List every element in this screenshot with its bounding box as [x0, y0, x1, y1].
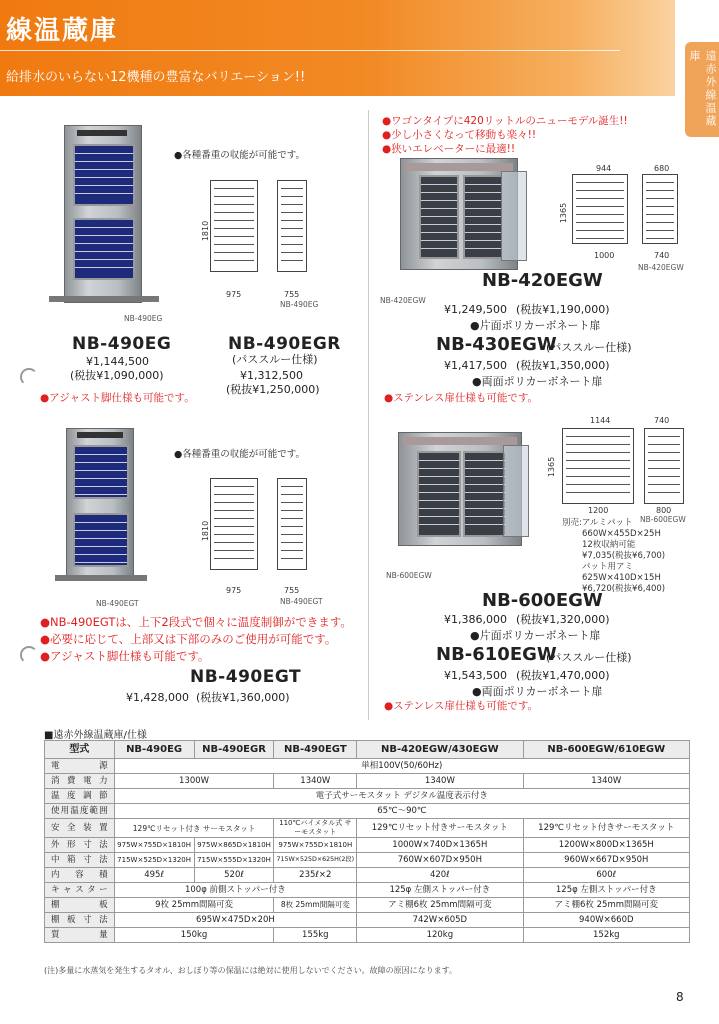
- table-cell: 1340W: [523, 774, 689, 789]
- row-label: 安全装置: [45, 819, 115, 838]
- table-cell: 150kg: [114, 928, 274, 943]
- table-cell: 715W×525D×1320H: [114, 853, 194, 868]
- nb490eg-drawing-caption: NB-490EG: [280, 300, 319, 309]
- table-cell: 975W×865D×1810H: [194, 838, 274, 853]
- nb490egt-note: ●各種番重の収能が可能です。: [174, 449, 306, 460]
- table-cell: 1340W: [357, 774, 523, 789]
- nb420-dim-d: 680: [654, 164, 670, 173]
- nb420-dim-h: 1365: [559, 202, 569, 224]
- nb490egt-dim-d: 755: [284, 586, 300, 595]
- nb600-door: ●片面ポリカーボネート扉: [470, 629, 601, 642]
- header-cell: NB-490EG: [114, 741, 194, 759]
- nb600-photo-caption: NB-600EGW: [386, 571, 432, 580]
- nb490egr-price: ¥1,312,500: [240, 369, 303, 382]
- nb610-sub: (パススルー仕様): [546, 651, 632, 664]
- row-label: 温度調節: [45, 789, 115, 804]
- nb490egr-sub: (パススルー仕様): [232, 353, 318, 366]
- nb600-front-drawing: [562, 428, 634, 504]
- nb490eg-note: ●各種番重の収能が可能です。: [174, 150, 306, 161]
- nb610-model: NB-610EGW: [436, 644, 557, 665]
- nb490egt-price: ¥1,428,000: [126, 691, 189, 704]
- nb490eg-price: ¥1,144,500: [86, 355, 149, 368]
- table-cell: 1000W×740D×1365H: [357, 838, 523, 853]
- table-cell: 152kg: [523, 928, 689, 943]
- nb420-photo: [400, 158, 518, 270]
- nb490eg-price-ex: (税抜¥1,090,000): [70, 369, 164, 382]
- nb490egt-photo-caption: NB-490EGT: [96, 599, 139, 608]
- nb420-red1: ●ワゴンタイプに420リットルのニューモデル誕生!!: [382, 115, 628, 127]
- nb420-red3: ●狭いエレベーターに最適!!: [382, 143, 516, 155]
- table-cell: 235ℓ×2: [274, 868, 357, 883]
- nb420-drawing-caption: NB-420EGW: [638, 263, 684, 272]
- table-cell: 520ℓ: [194, 868, 274, 883]
- table-row: [45, 774, 690, 789]
- table-cell: 715W×555D×1320H: [194, 853, 274, 868]
- header-cell: NB-490EGT: [274, 741, 357, 759]
- curl-decoration-2: [20, 646, 38, 664]
- nb600-price: ¥1,386,000: [444, 613, 507, 626]
- header-rule: [0, 50, 620, 51]
- column-divider: [368, 110, 369, 720]
- nb420-photo-caption: NB-420EGW: [380, 296, 426, 305]
- nb490egr-price-ex: (税抜¥1,250,000): [226, 383, 320, 396]
- table-cell: 495ℓ: [114, 868, 194, 883]
- nb490egt-model: NB-490EGT: [190, 667, 302, 687]
- nb600-price-ex: (税抜¥1,320,000): [516, 613, 610, 626]
- table-row: [45, 819, 690, 838]
- table-header-row: [45, 741, 690, 759]
- table-cell: 1200W×800D×1365H: [523, 838, 689, 853]
- nb420-red-note: ●ステンレス扉仕様も可能です。: [384, 392, 539, 404]
- nb600-option-list: [562, 518, 665, 595]
- table-cell: 600ℓ: [523, 868, 689, 883]
- nb600-side-drawing: [644, 428, 684, 504]
- option-line: ¥6,720(税抜¥6,400): [582, 584, 666, 594]
- option-line: ¥7,035(税抜¥6,700): [582, 551, 666, 561]
- table-row: [45, 853, 690, 868]
- nb490eg-dim-d: 755: [284, 290, 300, 299]
- nb600-dim-w2: 1200: [588, 506, 609, 515]
- nb490egt-front-drawing: [210, 478, 258, 570]
- option-line: パット用アミ: [582, 562, 634, 572]
- table-cell: 155kg: [274, 928, 357, 943]
- spec-title: ■遠赤外線温蔵庫/仕様: [44, 730, 147, 741]
- nb600-dim-h: 1365: [547, 456, 557, 478]
- option-line: 12枚収納可能: [582, 540, 636, 550]
- nb420-price: ¥1,249,500: [444, 303, 507, 316]
- row-label: 質量: [45, 928, 115, 943]
- nb420-dim-w2: 1000: [594, 251, 615, 260]
- nb610-price-ex: (税抜¥1,470,000): [516, 669, 610, 682]
- row-label: 棚板: [45, 898, 115, 913]
- nb490eg-front-drawing: [210, 180, 258, 272]
- header-cell: NB-420EGW/430EGW: [357, 741, 523, 759]
- table-cell: アミ棚6枚 25mm間隔可変: [357, 898, 523, 913]
- page-title: 線温蔵庫: [6, 16, 119, 46]
- nb600-dim-d: 740: [654, 416, 670, 425]
- table-cell: 100φ 前側ストッパー付き: [114, 883, 356, 898]
- nb490egt-red1: ●NB-490EGTは、上下2段式で個々に温度制御ができます。: [40, 615, 352, 629]
- nb610-door: ●両面ポリカーボネート扉: [472, 685, 603, 698]
- nb420-side-drawing: [642, 174, 678, 244]
- table-cell: 125φ 左側ストッパー付き: [357, 883, 523, 898]
- row-label: 内容積: [45, 868, 115, 883]
- nb600-drawing-caption: NB-600EGW: [640, 515, 686, 524]
- table-row: [45, 913, 690, 928]
- table-cell: 120kg: [357, 928, 523, 943]
- option-line: 625W×410D×15H: [582, 573, 661, 583]
- row-label: 使用温度範囲: [45, 804, 115, 819]
- table-cell: 単相100V(50/60Hz): [114, 759, 689, 774]
- table-cell: 1300W: [114, 774, 274, 789]
- row-label: キャスター: [45, 883, 115, 898]
- nb490egt-red2: ●必要に応じて、上部又は下部のみのご使用が可能です。: [40, 632, 337, 646]
- table-cell: 9枚 25mm間隔可変: [114, 898, 274, 913]
- table-row: [45, 838, 690, 853]
- nb430-model: NB-430EGW: [436, 334, 557, 355]
- table-row: [45, 868, 690, 883]
- table-row: [45, 898, 690, 913]
- side-tab-label: 遠赤外線温蔵庫: [688, 50, 717, 128]
- header-cell: NB-600EGW/610EGW: [523, 741, 689, 759]
- row-label: 電源: [45, 759, 115, 774]
- table-cell: 695W×475D×20H: [114, 913, 356, 928]
- nb490eg-photo-caption: NB-490EG: [124, 314, 163, 323]
- nb430-sub: (パススルー仕様): [546, 341, 632, 354]
- table-cell: 65℃〜90℃: [114, 804, 689, 819]
- nb490egt-drawing-caption: NB-490EGT: [280, 597, 323, 606]
- nb490eg-model: NB-490EG: [72, 334, 172, 354]
- table-cell: 760W×607D×950H: [357, 853, 523, 868]
- spec-table: [44, 740, 690, 943]
- row-label: 外形寸法: [45, 838, 115, 853]
- nb600-red-note: ●ステンレス扉仕様も可能です。: [384, 700, 539, 712]
- page-header: [0, 0, 675, 96]
- row-label: 中箱寸法: [45, 853, 115, 868]
- table-cell: 8枚 25mm間隔可変: [274, 898, 357, 913]
- table-cell: 129℃リセット付き サーモスタット: [114, 819, 274, 838]
- table-cell: 975W×755D×1810H: [274, 838, 357, 853]
- page-number: 8: [676, 990, 684, 1004]
- nb600-dim-d2: 800: [656, 506, 672, 515]
- nb490egt-price-ex: (税抜¥1,360,000): [196, 691, 290, 704]
- option-line: 660W×455D×25H: [582, 529, 661, 539]
- nb600-dim-w: 1144: [590, 416, 611, 425]
- nb490eg-photo: [64, 125, 142, 303]
- nb420-dim-w: 944: [596, 164, 612, 173]
- nb610-price: ¥1,543,500: [444, 669, 507, 682]
- table-cell: 975W×755D×1810H: [114, 838, 194, 853]
- nb420-front-drawing: [572, 174, 628, 244]
- header-cell: NB-490EGR: [194, 741, 274, 759]
- nb490egr-model: NB-490EGR: [228, 334, 341, 354]
- nb490eg-side-drawing: [277, 180, 307, 272]
- page-subtitle: 給排水のいらない12機種の豊富なバリエーション!!: [6, 70, 306, 85]
- nb490egt-red3: ●アジャスト脚仕様も可能です。: [40, 649, 210, 663]
- table-cell: 742W×605D: [357, 913, 523, 928]
- nb420-model: NB-420EGW: [482, 270, 603, 291]
- nb490egt-photo: [66, 428, 134, 580]
- nb430-door: ●両面ポリカーボネート扉: [472, 375, 603, 388]
- table-cell: アミ棚6枚 25mm間隔可変: [523, 898, 689, 913]
- table-row: [45, 759, 690, 774]
- row-label: 棚板寸法: [45, 913, 115, 928]
- curl-decoration: [20, 368, 38, 386]
- table-row: [45, 804, 690, 819]
- table-cell: 940W×660D: [523, 913, 689, 928]
- option-line: 別売:アルミパット: [562, 518, 633, 528]
- footnote: (注)多量に水蒸気を発生するタオル、おしぼり等の保温には絶対に使用しないでください。故障の原因になります。: [44, 966, 457, 975]
- row-label: 消費電力: [45, 774, 115, 789]
- table-cell: 110℃バイメタル式 サーモスタット: [274, 819, 357, 838]
- table-cell: 960W×667D×950H: [523, 853, 689, 868]
- nb420-door: ●片面ポリカーボネート扉: [470, 319, 601, 332]
- nb420-red2: ●少し小さくなって移動も楽々!!: [382, 129, 537, 141]
- nb430-price-ex: (税抜¥1,350,000): [516, 359, 610, 372]
- nb490egt-side-drawing: [277, 478, 307, 570]
- header-cell: 型式: [45, 741, 115, 759]
- nb420-dim-d2: 740: [654, 251, 670, 260]
- table-cell: 129℃リセット付きサーモスタット: [357, 819, 523, 838]
- nb600-model: NB-600EGW: [482, 590, 603, 611]
- nb430-price: ¥1,417,500: [444, 359, 507, 372]
- table-cell: 電子式サーモスタット デジタル温度表示付き: [114, 789, 689, 804]
- table-row: [45, 883, 690, 898]
- nb420-price-ex: (税抜¥1,190,000): [516, 303, 610, 316]
- table-row: [45, 928, 690, 943]
- nb600-photo: [398, 432, 522, 546]
- nb490eg-red-note: ●アジャスト脚仕様も可能です。: [40, 392, 195, 404]
- side-tab: [685, 42, 719, 137]
- table-cell: 715W×525D×625H(2段): [274, 853, 357, 868]
- nb490eg-dim-h: 1810: [201, 220, 211, 242]
- table-row: [45, 789, 690, 804]
- table-cell: 1340W: [274, 774, 357, 789]
- table-cell: 420ℓ: [357, 868, 523, 883]
- table-cell: 125φ 左側ストッパー付き: [523, 883, 689, 898]
- nb490egt-dim-w: 975: [226, 586, 242, 595]
- nb490eg-dim-w: 975: [226, 290, 242, 299]
- table-cell: 129℃リセット付きサーモスタット: [523, 819, 689, 838]
- nb490egt-dim-h: 1810: [201, 520, 211, 542]
